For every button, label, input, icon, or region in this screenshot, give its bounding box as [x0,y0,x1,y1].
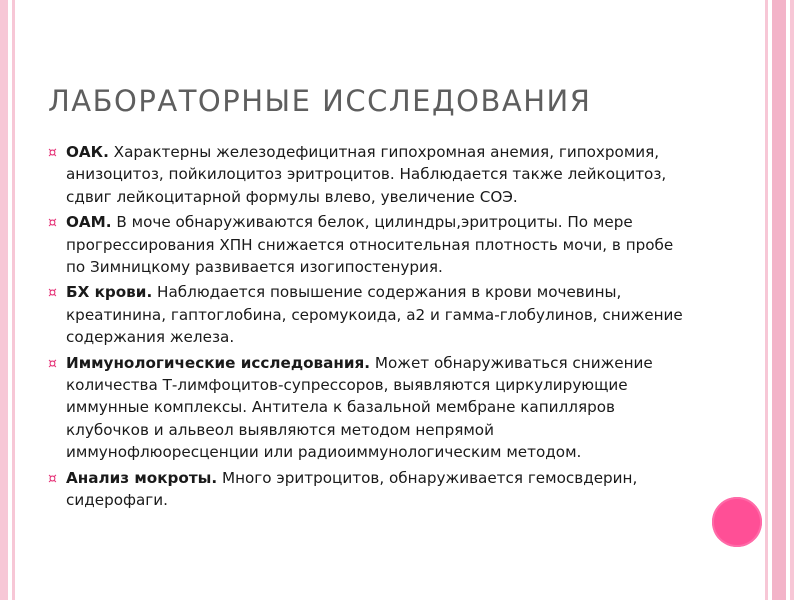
item-lead: ОАК. [66,143,109,161]
list-item [48,281,688,348]
left-decor-stripe-thin [12,0,15,600]
list-item [48,141,688,208]
list-item [48,211,688,278]
bullet-list [48,141,688,515]
item-text: В моче обнаруживаются белок, цилиндры,эритроциты. По мере прогрессирования ХПН снижается относительная плотность мочи, в пробе по Зимницкому развивается изогипостенурия. [66,213,674,277]
bullet-icon: ¤ [48,285,57,302]
item-text: Много эритроцитов, обнаруживается гемосвдерин, сидерофаги. [66,468,638,510]
item-lead: ОАМ. [66,213,112,232]
item-text: Наблюдается повышение содержания в крови мочевины, креатинина, гаптоглобина, серомукоида, а2 и гамма-глобулинов, снижение содержания железа. [66,283,683,347]
list-item [48,467,688,512]
item-text: Характерны железодефицитная гипохромная анемия, гипохромия, анизоцитоз, пойкилоцитоз эритроцитов. Наблюдается также лейкоцитоз, сдвиг лейкоцитарной формулы влево, увеличение СОЭ. [66,143,667,206]
item-lead: Анализ мокроты. [66,468,218,487]
bullet-icon: ¤ [48,355,57,372]
right-decor-stripe-thin [765,0,768,600]
bullet-icon: ¤ [48,145,57,161]
slide-title: ЛАБОРАТОРНЫЕ ИССЛЕДОВАНИЯ [48,84,592,118]
item-lead: БХ крови. [66,283,153,302]
right-decor-stripe-edge [790,0,794,600]
list-item [48,352,688,464]
bullet-icon: ¤ [48,215,57,232]
item-text: Может обнаруживаться снижение количества Т-лимфоцитов-супрессоров, выявляются циркулирующие иммунные комплексы. Антитела к базальной мембране капилляров клубочков и альвеол выявляются методом непрямой иммунофлюоресценции или радиоиммунологическим методом. [66,353,653,462]
item-lead: Иммунологические исследования. [66,353,371,372]
pink-circle-decoration [712,497,762,547]
left-decor-stripe [0,0,8,600]
right-decor-stripe-wide [772,0,786,600]
bullet-icon: ¤ [48,470,57,487]
